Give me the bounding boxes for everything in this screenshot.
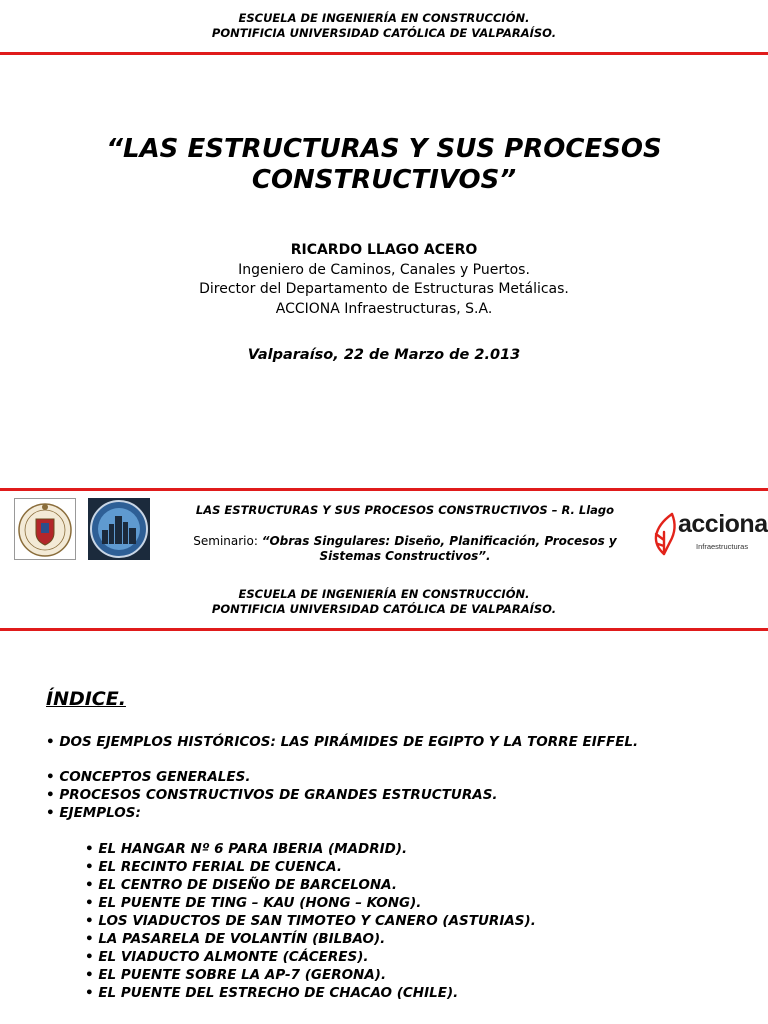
school-header-bottom <box>0 587 768 617</box>
example-item: • EL VIADUCTO ALMONTE (CÁCERES). <box>85 949 369 965</box>
example-item: • LA PASARELA DE VOLANTÍN (BILBAO). <box>85 931 386 947</box>
acciona-wordmark: acciona <box>678 510 768 538</box>
seminar-prefix: Seminario: <box>193 534 262 548</box>
seal-icon <box>15 499 75 559</box>
index-item: • CONCEPTOS GENERALES. <box>46 769 251 785</box>
engineering-school-logo <box>88 498 150 560</box>
presentation-date: Valparaíso, 22 de Marzo de 2.013 <box>247 347 521 363</box>
title-line-2: CONSTRUCTIVOS” <box>251 165 517 195</box>
acciona-subtitle: Infraestructuras <box>696 542 749 551</box>
author-role-2: Director del Departamento de Estructuras Metálicas. <box>199 281 569 297</box>
emblem-icon <box>88 498 150 560</box>
author-name: RICARDO LLAGO ACERO <box>290 242 478 258</box>
page-title <box>0 134 768 196</box>
seminar-name-line-2: Sistemas Constructivos”. <box>319 549 491 563</box>
index-item: • DOS EJEMPLOS HISTÓRICOS: LAS PIRÁMIDES DE EGIPTO Y LA TORRE EIFFEL. <box>46 734 639 750</box>
university-name-2: PONTIFICIA UNIVERSIDAD CATÓLICA DE VALPARAÍSO. <box>211 602 557 616</box>
example-item: • EL PUENTE DE TING – KAU (HONG – KONG). <box>85 895 422 911</box>
school-name: ESCUELA DE INGENIERÍA EN CONSTRUCCIÓN. <box>238 11 530 25</box>
author-role-1: Ingeniero de Caminos, Canales y Puertos. <box>238 261 530 278</box>
example-item: • EL PUENTE DEL ESTRECHO DE CHACAO (CHILE). <box>85 985 459 1001</box>
banner-divider-bottom <box>0 628 768 631</box>
banner-seminar <box>155 534 655 564</box>
author-company: ACCIONA Infraestructuras, S.A. <box>275 300 493 317</box>
example-item: • EL PUENTE SOBRE LA AP-7 (GERONA). <box>85 967 387 983</box>
author-block <box>0 241 768 319</box>
example-item: • EL HANGAR Nº 6 PARA IBERIA (MADRID). <box>85 841 408 857</box>
banner-divider-top <box>0 488 768 491</box>
school-name-2: ESCUELA DE INGENIERÍA EN CONSTRUCCIÓN. <box>238 587 530 601</box>
acciona-logo <box>652 510 768 560</box>
index-heading: ÍNDICE. <box>46 688 126 710</box>
example-item: • LOS VIADUCTOS DE SAN TIMOTEO Y CANERO (ASTURIAS). <box>85 913 536 929</box>
university-seal-logo <box>14 498 76 560</box>
seminar-name-line-1: “Obras Singulares: Diseño, Planificación, Procesos y <box>261 534 617 548</box>
index-item: • PROCESOS CONSTRUCTIVOS DE GRANDES ESTRUCTURAS. <box>46 787 498 803</box>
index-item: • EJEMPLOS: <box>46 805 141 821</box>
title-line-1: “LAS ESTRUCTURAS Y SUS PROCESOS <box>106 134 662 164</box>
banner-presentation-title: LAS ESTRUCTURAS Y SUS PROCESOS CONSTRUCTIVOS – R. Llago <box>195 503 615 517</box>
university-name: PONTIFICIA UNIVERSIDAD CATÓLICA DE VALPARAÍSO. <box>211 26 557 40</box>
header-divider <box>0 52 768 55</box>
acciona-leaf-icon <box>652 510 680 558</box>
example-item: • EL RECINTO FERIAL DE CUENCA. <box>85 859 342 875</box>
example-item: • EL CENTRO DE DISEÑO DE BARCELONA. <box>85 877 397 893</box>
school-header-top <box>0 11 768 41</box>
